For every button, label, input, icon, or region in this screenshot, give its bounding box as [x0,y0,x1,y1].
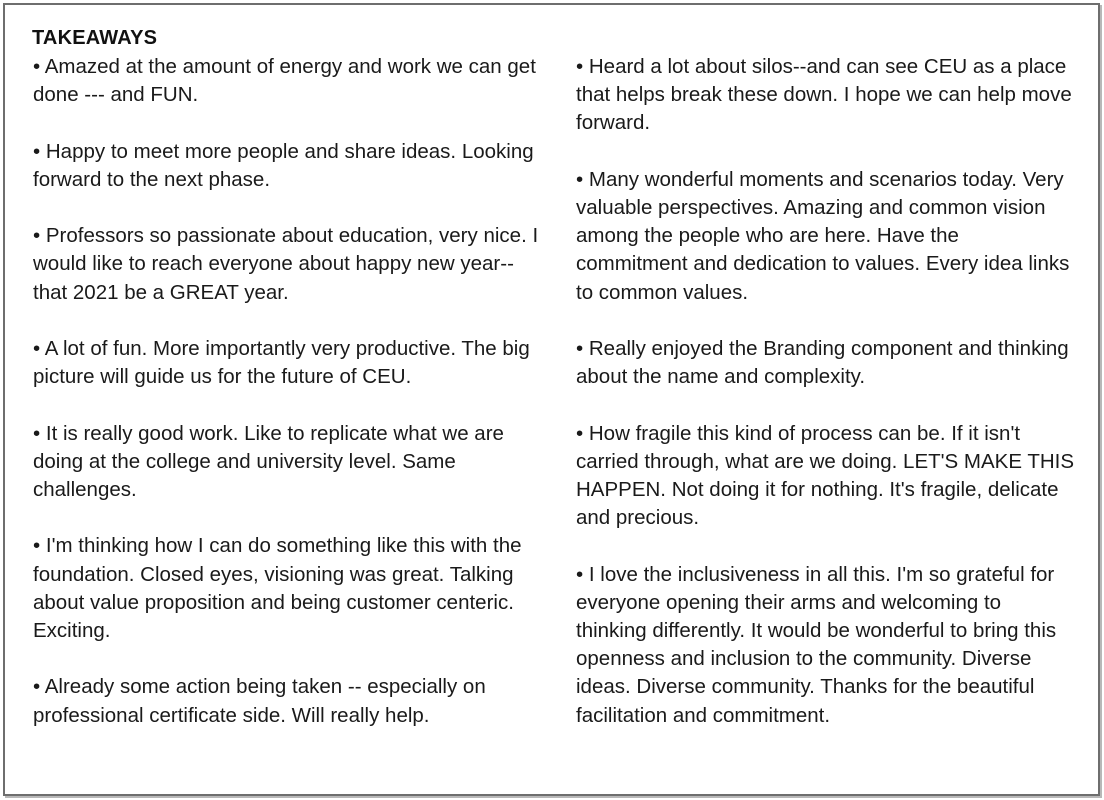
takeaways-right-column [576,53,1076,730]
takeaways-heading: TAKEAWAYS [32,27,158,49]
takeaway-item: • I'm thinking how I can do something like this with the foundation. Closed eyes, visioning was great. Talking about value proposition and being customer centeric. Exciting. [33,534,522,642]
takeaway-item: • Happy to meet more people and share ideas. Looking forward to the next phase. [33,139,534,191]
takeaway-item: • A lot of fun. More importantly very productive. The big picture will guide us for the future of CEU. [33,336,530,389]
takeaway-item: • It is really good work. Like to replicate what we are doing at the college and university level. Same challenges. [33,421,504,501]
takeaway-item: • Heard a lot about silos--and can see CEU as a place that helps break these down. I hope we can help move forward. [576,55,1072,135]
takeaways-left-column [33,53,543,730]
takeaway-item: • How fragile this kind of process can be. If it isn't carried through, what are we doing. LET'S MAKE THIS HAPPEN. Not doing it for nothing. It's fragile, delicate and precious. [576,421,1075,530]
takeaway-item: • Already some action being taken -- especially on professional certificate side. Will really help. [33,675,486,727]
takeaway-item: • Professors so passionate about education, very nice. I would like to reach everyone about happy new year-- that 2021 be a GREAT year. [33,224,539,304]
takeaway-item: • Amazed at the amount of energy and work we can get done --- and FUN. [33,55,536,107]
takeaway-item: • Really enjoyed the Branding component and thinking about the name and complexity. [576,337,1069,389]
takeaway-item: • Many wonderful moments and scenarios today. Very valuable perspectives. Amazing and common vision among the people who are here. Have the commitment and dedication to values. Every idea links to common values. [576,167,1070,304]
takeaway-item: • I love the inclusiveness in all this. I'm so grateful for everyone opening their arms and welcoming to thinking differently. It would be wonderful to bring this openness and inclusion to the community. Diverse ideas. Diverse community. Thanks for the beautiful facilitation and commitment. [576,562,1057,727]
